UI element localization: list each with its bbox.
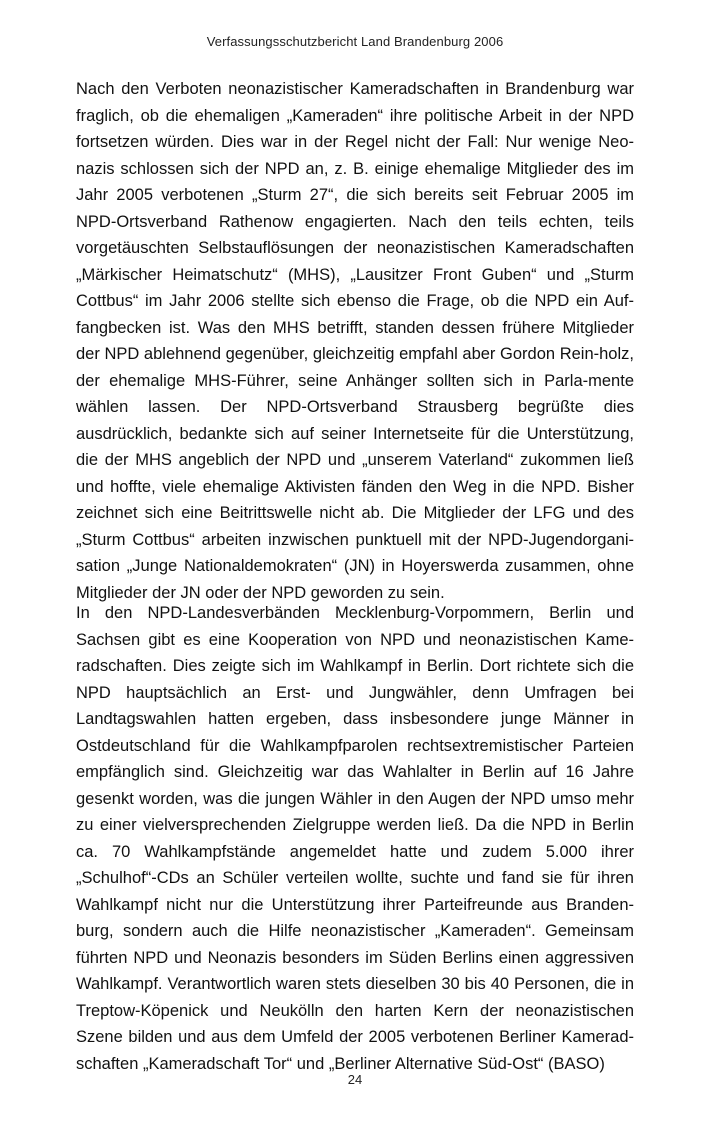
page-number: 24 bbox=[347, 1072, 363, 1087]
body-paragraph-2: In den NPD-Landesverbänden Mecklenburg-Vorpommern, Berlin und Sachsen gibt es eine Kooperation von NPD und neonazistischen Kame-radschaften. Dies zeigte sich im Wahlkampf in Berlin. Dort richtete sich die NPD hauptsächlich an Erst- und Jungwähler, denn Umfragen bei Landtagswahlen hatten ergeben, dass insbesondere junge Männer in Ostdeutschland für die Wahlkampfparolen rechtsextremistischer Parteien empfänglich sind. Gleichzeitig war das Wahlalter in Berlin auf 16 Jahre gesenkt worden, was die jungen Wähler in den Augen der NPD umso mehr zu einer vielversprechenden Zielgruppe werden ließ. Da die NPD in Berlin ca. 70 Wahlkampfstände angemeldet hatte und zudem 5.000 ihrer „Schulhof“-CDs an Schüler verteilen wollte, suchte und fand sie für ihren Wahlkampf nicht nur die Unterstützung ihrer Parteifreunde aus Branden-burg, sondern auch die Hilfe neonazistischer „Kameraden“. Gemeinsam führten NPD und Neonazis besonders im Süden Berlins einen aggressiven Wahlkampf. Verantwortlich waren stets dieselben 30 bis 40 Personen, die in Treptow-Köpenick und Neukölln den harten Kern der neonazistischen Szene bilden und aus dem Umfeld der 2005 verbotenen Berliner Kamerad-schaften „Kameradschaft Tor“ und „Berliner Alternative Süd-Ost“ (BASO) bbox=[76, 604, 634, 1073]
running-header: Verfassungsschutzbericht Land Brandenburg 2006 bbox=[206, 34, 504, 49]
body-paragraph-1: Nach den Verboten neonazistischer Kameradschaften in Brandenburg war fraglich, ob die ehemaligen „Kameraden“ ihre politische Arbeit in der NPD fortsetzen würden. Dies war in der Regel nicht der Fall: Nur wenige Neo-nazis schlossen sich der NPD an, z. B. einige ehemalige Mitglieder des im Jahr 2005 verbotenen „Sturm 27“, die sich bereits seit Februar 2005 im NPD-Ortsverband Rathenow engagierten. Nach den teils echten, teils vorgetäuschten Selbstauflösungen der neonazistischen Kameradschaften „Märkischer Heimatschutz“ (MHS), „Lausitzer Front Guben“ und „Sturm Cottbus“ im Jahr 2006 stellte sich ebenso die Frage, ob die NPD ein Auf-fangbecken ist. Was den MHS betrifft, standen dessen frühere Mitglieder der NPD ablehnend gegenüber, gleichzeitig empfahl aber Gordon Rein-holz, der ehemalige MHS-Führer, seine Anhänger sollten sich in Parla-mente wählen lassen. Der NPD-Ortsverband Strausberg begrüßte dies ausdrücklich, bedankte sich auf seiner Internetseite für die Unterstützung, die der MHS angeblich der NPD und „unserem Vaterland“ zukommen ließ und hoffte, viele ehemalige Aktivisten fänden den Weg in die NPD. Bisher zeichnet sich eine Beitrittswelle nicht ab. Die Mitglieder der LFG und des „Sturm Cottbus“ arbeiten inzwischen punktuell mit der NPD-Jugendorgani-sation „Junge Nationaldemokraten“ (JN) in Hoyerswerda zusammen, ohne Mitglieder der JN oder der NPD geworden zu sein. bbox=[76, 80, 634, 602]
